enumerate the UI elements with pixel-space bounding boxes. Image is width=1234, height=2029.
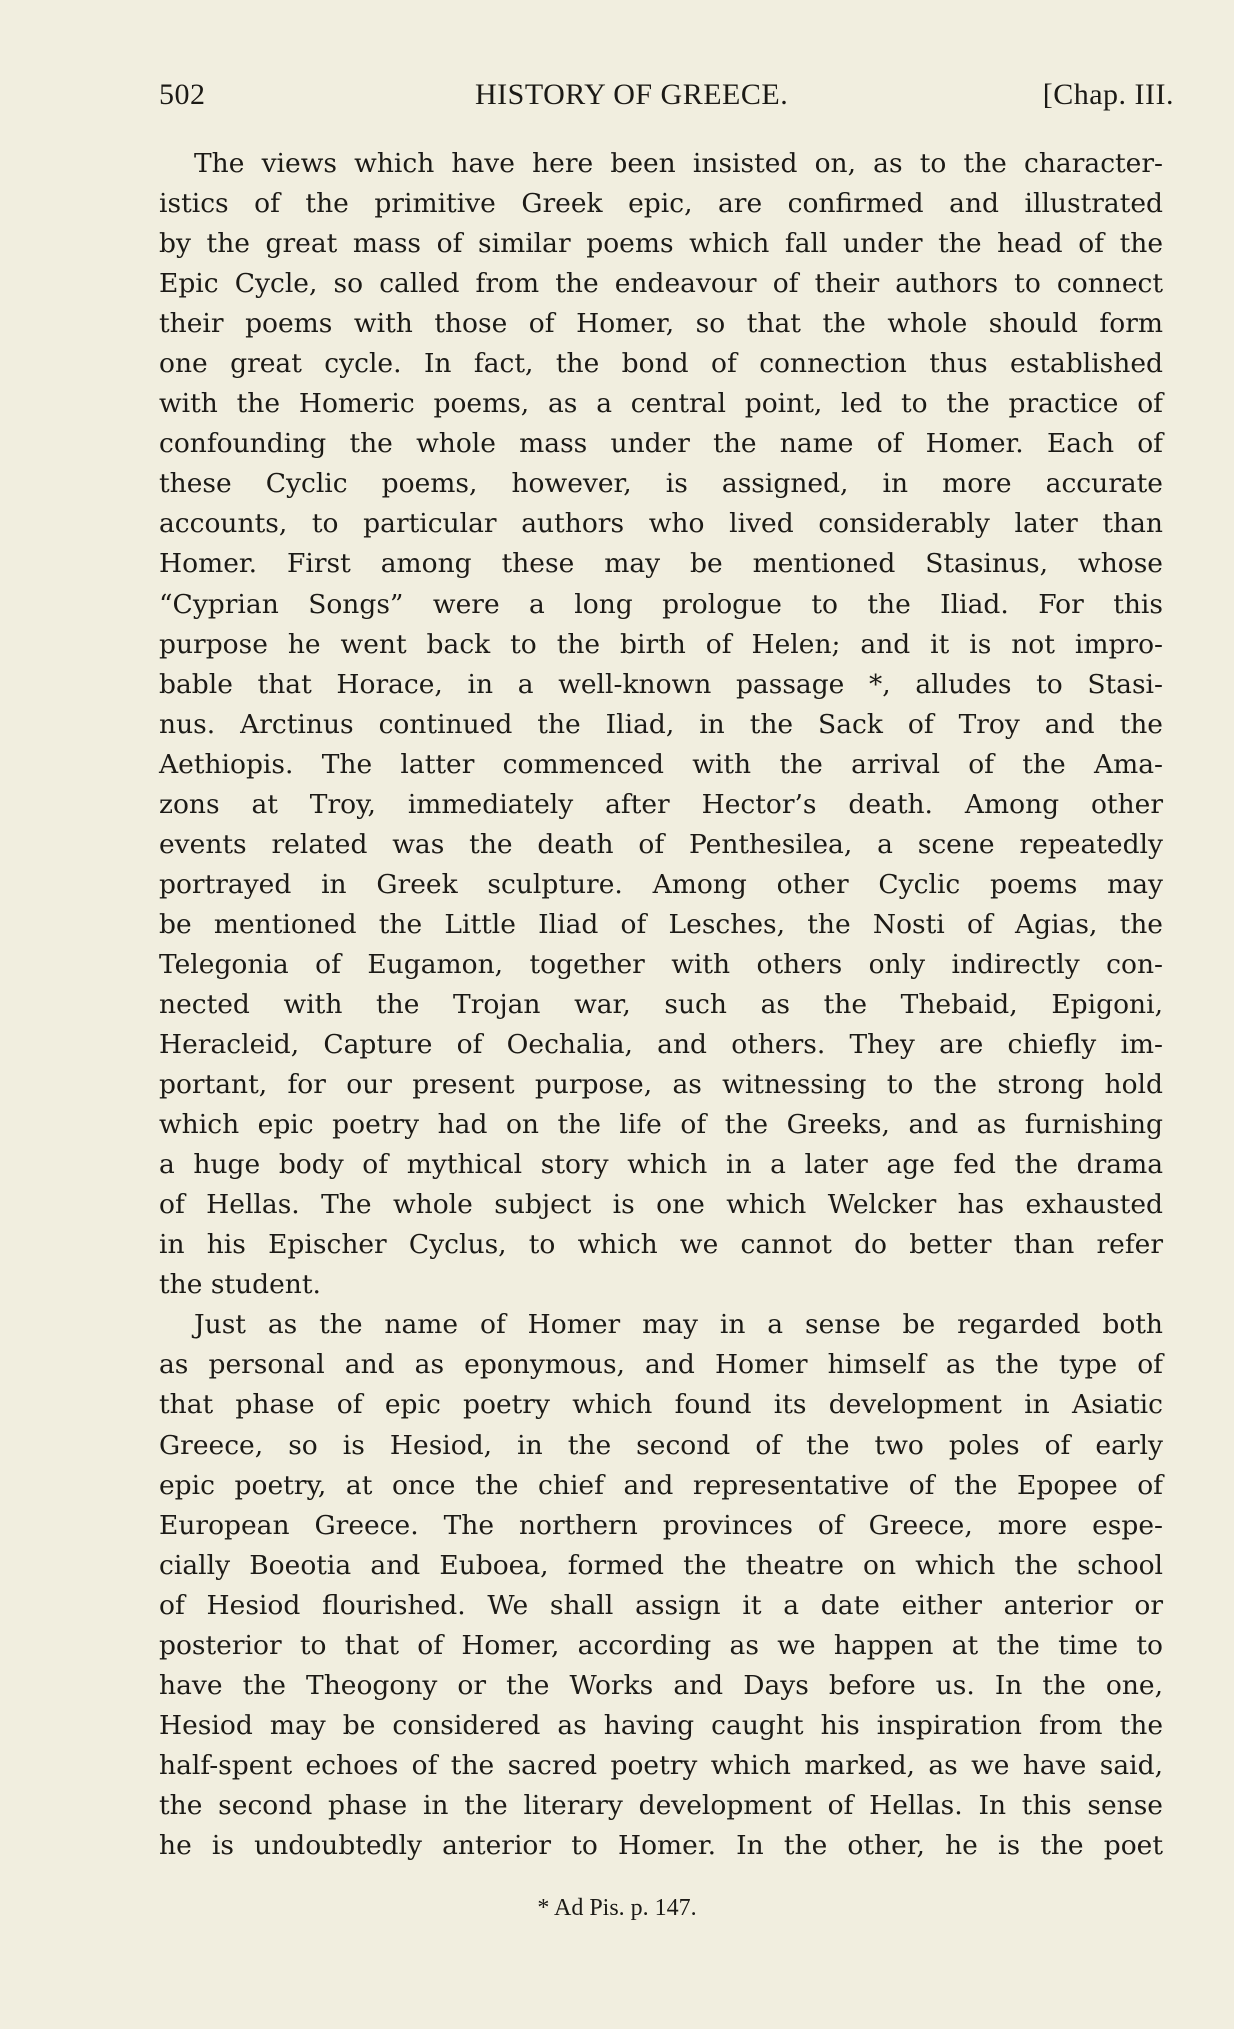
text-line: have the Theogony or the Works and Days before us. In the one,	[159, 1669, 1163, 1701]
text-line: with the Homeric poems, as a central point, led to the practice of	[159, 388, 1163, 420]
text-line: Aethiopis. The latter commenced with the arrival of the Ama-	[159, 748, 1163, 780]
text-line: of Hesiod flourished. We shall assign it a date either anterior or	[159, 1589, 1163, 1621]
footnote: * Ad Pis. p. 147.	[537, 1895, 697, 1921]
text-line: these Cyclic poems, however, is assigned, in more accurate	[159, 468, 1163, 500]
text-line: zons at Troy, immediately after Hector’s death. Among other	[159, 788, 1163, 820]
text-line: their poems with those of Homer, so that the whole should form	[159, 308, 1163, 340]
text-line: the student.	[159, 1269, 321, 1301]
text-line: confounding the whole mass under the name of Homer. Each of	[159, 428, 1163, 460]
chapter-reference: [Chap. III.	[1042, 78, 1174, 111]
text-line: that phase of epic poetry which found its development in Asiatic	[159, 1389, 1163, 1421]
text-line: portant, for our present purpose, as witnessing to the strong hold	[159, 1069, 1163, 1101]
text-line: Hesiod may be considered as having caught his inspiration from the	[159, 1709, 1163, 1741]
text-line: by the great mass of similar poems which fall under the head of the	[159, 228, 1163, 260]
text-line: The views which have here been insisted on, as to the character-	[194, 148, 1163, 179]
text-line: be mentioned the Little Iliad of Lesches, the Nosti of Agias, the	[159, 908, 1163, 940]
text-line: of Hellas. The whole subject is one which Welcker has exhausted	[159, 1189, 1163, 1221]
text-line: posterior to that of Homer, according as we happen at the time to	[159, 1629, 1163, 1661]
body-text	[159, 144, 1163, 1866]
text-line: Homer. First among these may be mentioned Stasinus, whose	[159, 548, 1163, 580]
text-line: “Cyprian Songs” were a long prologue to the Iliad. For this	[159, 588, 1163, 620]
text-line: cially Boeotia and Euboea, formed the theatre on which the school	[159, 1549, 1163, 1581]
text-line: nected with the Trojan war, such as the Thebaid, Epigoni,	[159, 988, 1163, 1020]
running-title: HISTORY OF GREECE.	[475, 78, 789, 111]
text-line: epic poetry, at once the chief and representative of the Epopee of	[159, 1469, 1163, 1501]
text-line: a huge body of mythical story which in a later age fed the drama	[159, 1149, 1163, 1181]
text-line: nus. Arctinus continued the Iliad, in the Sack of Troy and the	[159, 708, 1163, 740]
text-line: Just as the name of Homer may in a sense be regarded both	[194, 1309, 1163, 1341]
text-line: istics of the primitive Greek epic, are confirmed and illustrated	[159, 188, 1163, 220]
text-line: accounts, to particular authors who lived considerably later than	[159, 508, 1163, 540]
text-line: Greece, so is Hesiod, in the second of the two poles of early	[159, 1429, 1163, 1461]
page-number: 502	[159, 78, 206, 111]
text-line: which epic poetry had on the life of the Greeks, and as furnishing	[159, 1109, 1163, 1141]
text-line: Telegonia of Eugamon, together with others only indirectly con-	[159, 948, 1163, 980]
running-header	[159, 72, 1174, 116]
text-line: half-spent echoes of the sacred poetry which marked, as we have said,	[159, 1749, 1163, 1781]
text-line: one great cycle. In fact, the bond of connection thus established	[159, 348, 1163, 380]
text-line: European Greece. The northern provinces of Greece, more espe-	[159, 1509, 1163, 1541]
text-line: Heracleid, Capture of Oechalia, and others. They are chiefly im-	[159, 1029, 1163, 1061]
text-line: Epic Cycle, so called from the endeavour of their authors to connect	[159, 268, 1163, 300]
text-line: portrayed in Greek sculpture. Among other Cyclic poems may	[159, 868, 1163, 900]
text-line: bable that Horace, in a well-known passage *, alludes to Stasi-	[159, 668, 1163, 700]
text-line: he is undoubtedly anterior to Homer. In the other, he is the poet	[159, 1829, 1163, 1861]
text-line: purpose he went back to the birth of Helen; and it is not impro-	[159, 628, 1163, 660]
text-line: in his Epischer Cyclus, to which we cannot do better than refer	[159, 1229, 1163, 1261]
text-line: events related was the death of Penthesilea, a scene repeatedly	[159, 828, 1163, 860]
text-line: the second phase in the literary development of Hellas. In this sense	[159, 1789, 1163, 1821]
text-line: as personal and as eponymous, and Homer himself as the type of	[159, 1349, 1163, 1381]
